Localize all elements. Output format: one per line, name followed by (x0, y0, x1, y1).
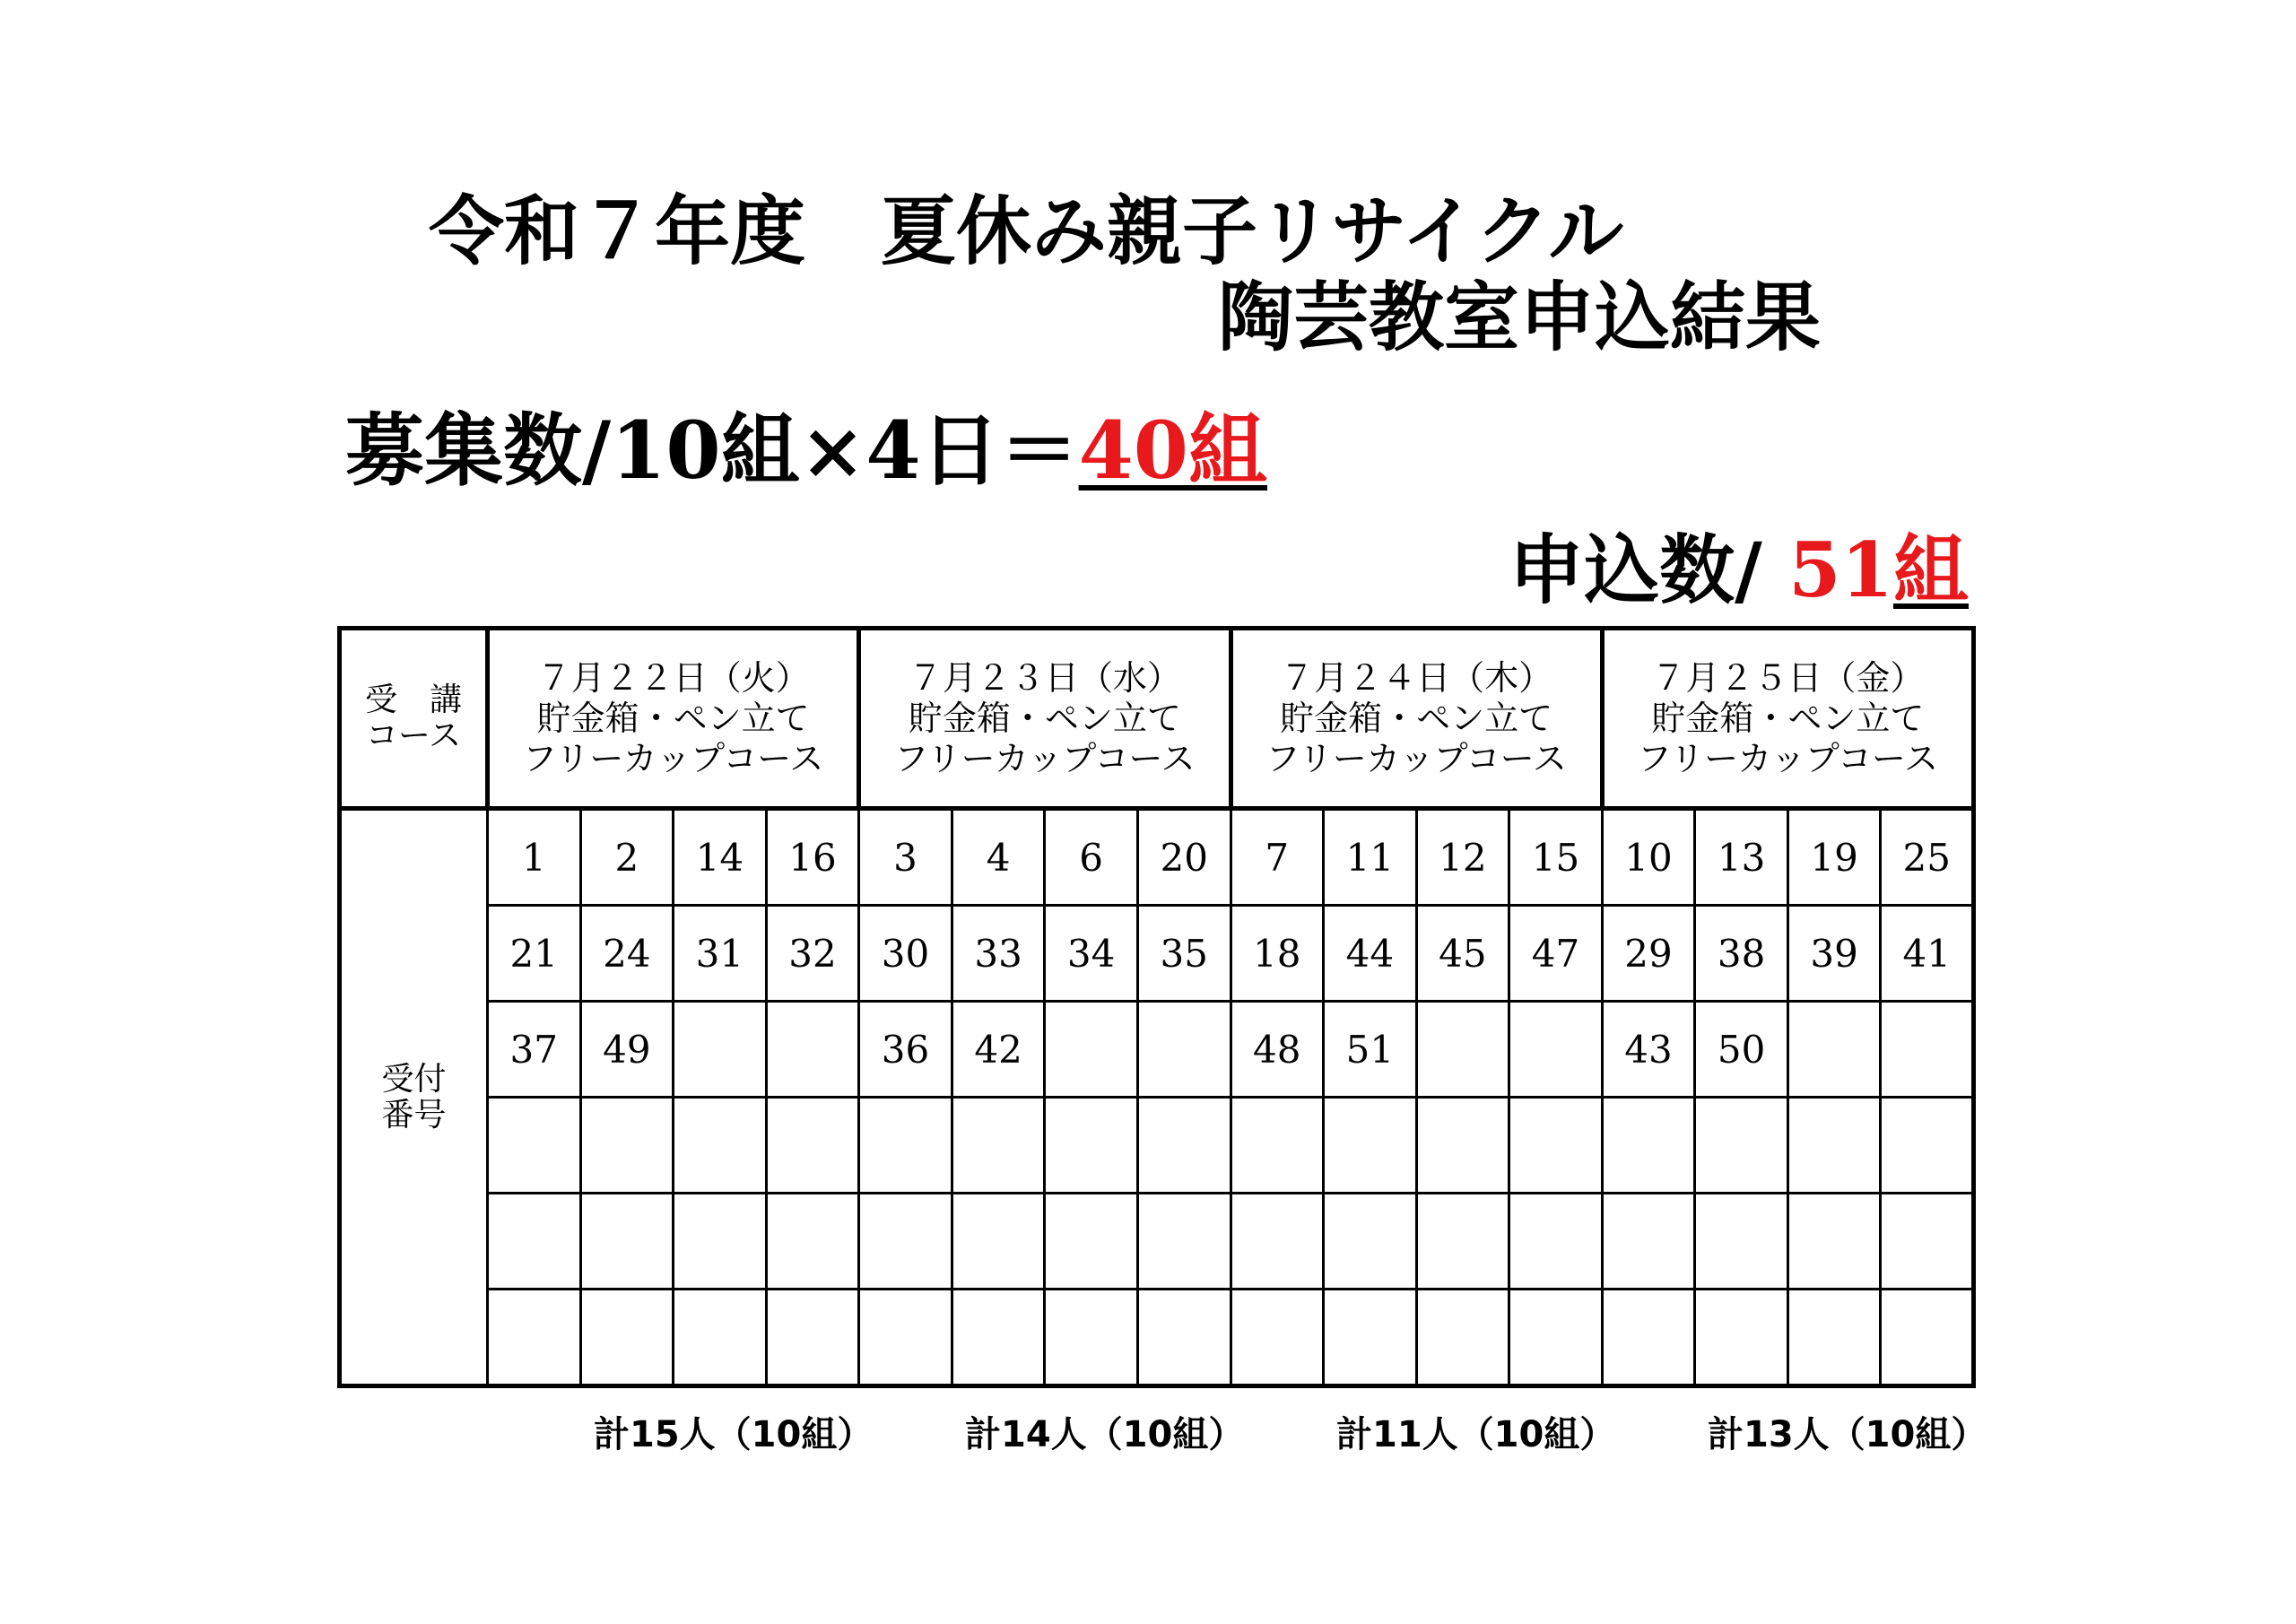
reception-number-cell (952, 1290, 1045, 1386)
reception-number-cell: 13 (1695, 809, 1788, 906)
reception-number-label (340, 809, 488, 1386)
reception-number-cell (1509, 1290, 1603, 1386)
reception-number-cell: 32 (766, 906, 859, 1002)
day-course-name: フリーカップコース (1637, 738, 1939, 778)
total-day-1: 計15人（10組） (594, 1414, 874, 1455)
reception-number-cell (1045, 1002, 1138, 1098)
reception-number-cell (1137, 1194, 1231, 1290)
reception-number-cell (488, 1098, 581, 1194)
reception-number-cell (859, 1290, 952, 1386)
reception-number-cell (1231, 1098, 1324, 1194)
reception-number-cell (1416, 1194, 1509, 1290)
day-header-2 (859, 629, 1231, 809)
table-row (340, 1194, 1974, 1290)
course-label-line-1: 受 講 (364, 682, 462, 718)
application-unit: 組 (1892, 525, 1969, 614)
reception-number-cell (580, 1290, 674, 1386)
reception-number-cell: 15 (1509, 809, 1603, 906)
reception-number-cell: 33 (952, 906, 1045, 1002)
reception-number-cell: 3 (859, 809, 952, 906)
reception-number-cell (1787, 1194, 1881, 1290)
reception-number-cell: 7 (1231, 809, 1324, 906)
reception-number-cell: 41 (1881, 906, 1974, 1002)
schedule-table (337, 626, 1976, 1388)
reception-number-cell (1602, 1290, 1695, 1386)
reception-number-cell: 20 (1137, 809, 1231, 906)
reception-number-cell (859, 1098, 952, 1194)
reception-number-cell (1787, 1098, 1881, 1194)
reception-number-cell: 45 (1416, 906, 1509, 1002)
title-line-2: 陶芸教室申込結果 (1218, 274, 1822, 361)
title-line-1: 令和７年度 夏休み親子リサイクル (429, 187, 1624, 275)
reception-number-cell (674, 1290, 767, 1386)
reception-number-cell: 1 (488, 809, 581, 906)
table-row (340, 1290, 1974, 1386)
day-course-name: フリーカップコース (894, 738, 1196, 778)
reception-number-cell (1137, 1098, 1231, 1194)
day-header-4 (1602, 629, 1973, 809)
reception-number-cell: 29 (1602, 906, 1695, 1002)
reception-number-cell (766, 1290, 859, 1386)
reception-number-cell (859, 1194, 952, 1290)
day-course-name: フリーカップコース (1265, 738, 1567, 778)
day-date: ７月２５日（金） (1651, 657, 1925, 698)
reception-number-cell (1881, 1002, 1974, 1098)
reception-number-cell: 35 (1137, 906, 1231, 1002)
reception-number-cell (1137, 1290, 1231, 1386)
reception-number-cell: 6 (1045, 809, 1138, 906)
recruitment-prefix: 募集数/10組×4日＝ (345, 404, 1079, 497)
reception-number-cell: 19 (1787, 809, 1881, 906)
reception-number-cell: 34 (1045, 906, 1138, 1002)
table-row (340, 906, 1974, 1002)
reception-number-cell: 30 (859, 906, 952, 1002)
day-header-1 (488, 629, 859, 809)
table-row (340, 1098, 1974, 1194)
reception-number-cell: 18 (1231, 906, 1324, 1002)
reception-number-cell (580, 1098, 674, 1194)
reception-number-cell (952, 1194, 1045, 1290)
reception-number-cell (766, 1098, 859, 1194)
reception-number-cell (1045, 1290, 1138, 1386)
reception-number-cell (1509, 1098, 1603, 1194)
table-row (340, 809, 1974, 906)
course-label-line-2: コース (365, 717, 462, 754)
total-day-4: 計13人（10組） (1708, 1414, 1987, 1455)
table-header-row (340, 629, 1974, 809)
reception-number-cell (1324, 1290, 1417, 1386)
day-course: 貯金箱・ペン立て (1651, 698, 1925, 738)
reception-number-cell (766, 1194, 859, 1290)
reception-number-cell: 2 (580, 809, 674, 906)
reception-number-cell (1416, 1098, 1509, 1194)
reception-number-cell (1509, 1194, 1603, 1290)
reception-number-cell (1881, 1098, 1974, 1194)
reception-number-cell (488, 1290, 581, 1386)
day-date: ７月２２日（火） (536, 657, 810, 698)
day-date: ７月２３日（水） (908, 657, 1181, 698)
reception-number-cell (1045, 1098, 1138, 1194)
application-prefix: 申込数/ (1509, 525, 1789, 614)
reception-number-cell: 21 (488, 906, 581, 1002)
reception-number-cell (674, 1194, 767, 1290)
reception-number-cell (1787, 1290, 1881, 1386)
total-day-2: 計14人（10組） (965, 1414, 1245, 1455)
reception-number-cell: 16 (766, 809, 859, 906)
application-number: 51 (1788, 525, 1893, 614)
reception-number-cell (1324, 1098, 1417, 1194)
reception-number-cell: 31 (674, 906, 767, 1002)
reception-number-cell: 38 (1695, 906, 1788, 1002)
reception-number-cell: 49 (580, 1002, 674, 1098)
reception-number-cell: 47 (1509, 906, 1603, 1002)
reception-number-cell (952, 1098, 1045, 1194)
reception-number-cell: 14 (674, 809, 767, 906)
day-course-name: フリーカップコース (522, 738, 824, 778)
reception-number-cell (1602, 1098, 1695, 1194)
reception-number-cell: 4 (952, 809, 1045, 906)
reception-number-cell (1695, 1098, 1788, 1194)
reception-number-cell: 44 (1324, 906, 1417, 1002)
reception-number-cell: 37 (488, 1002, 581, 1098)
reception-number-cell: 25 (1881, 809, 1974, 906)
reception-number-cell (1695, 1290, 1788, 1386)
day-course: 貯金箱・ペン立て (1280, 698, 1553, 738)
reception-number-cell (1695, 1194, 1788, 1290)
reception-number-cell (1416, 1290, 1509, 1386)
reception-number-cell: 43 (1602, 1002, 1695, 1098)
reception-number-cell (1137, 1002, 1231, 1098)
day-course: 貯金箱・ペン立て (536, 698, 810, 738)
reception-number-cell (1787, 1002, 1881, 1098)
reception-number-cell (1416, 1002, 1509, 1098)
day-date: ７月２４日（木） (1280, 657, 1553, 698)
day-header-3 (1231, 629, 1602, 809)
reception-number-cell (1231, 1194, 1324, 1290)
reception-number-cell (1045, 1194, 1138, 1290)
reception-number-cell (1231, 1290, 1324, 1386)
reception-number-cell (1881, 1194, 1974, 1290)
reception-number-cell: 51 (1324, 1002, 1417, 1098)
reception-number-cell (580, 1194, 674, 1290)
reception-number-cell: 50 (1695, 1002, 1788, 1098)
reception-number-cell: 39 (1787, 906, 1881, 1002)
reception-number-cell (1602, 1194, 1695, 1290)
reception-number-cell (674, 1098, 767, 1194)
reception-number-cell: 10 (1602, 809, 1695, 906)
reception-number-cell (1509, 1002, 1603, 1098)
reception-number-cell (674, 1002, 767, 1098)
recruitment-count (345, 404, 1268, 497)
reception-number-cell: 42 (952, 1002, 1045, 1098)
reception-number-cell (766, 1002, 859, 1098)
day-course: 貯金箱・ペン立て (908, 698, 1181, 738)
reception-number-cell: 48 (1231, 1002, 1324, 1098)
reception-number-cell (1324, 1194, 1417, 1290)
table-row (340, 1002, 1974, 1098)
reception-number-cell: 11 (1324, 809, 1417, 906)
reception-number-cell: 36 (859, 1002, 952, 1098)
reception-number-cell (488, 1194, 581, 1290)
reception-label-line: 番号 (381, 1096, 447, 1133)
reception-number-cell: 12 (1416, 809, 1509, 906)
reception-label-line: 受付 (381, 1060, 447, 1098)
application-count (1509, 525, 1969, 614)
total-day-3: 計11人（10組） (1336, 1414, 1616, 1455)
reception-number-cell (1881, 1290, 1974, 1386)
reception-number-cell: 24 (580, 906, 674, 1002)
course-label-cell (340, 629, 488, 809)
recruitment-total: 40組 (1078, 404, 1268, 497)
